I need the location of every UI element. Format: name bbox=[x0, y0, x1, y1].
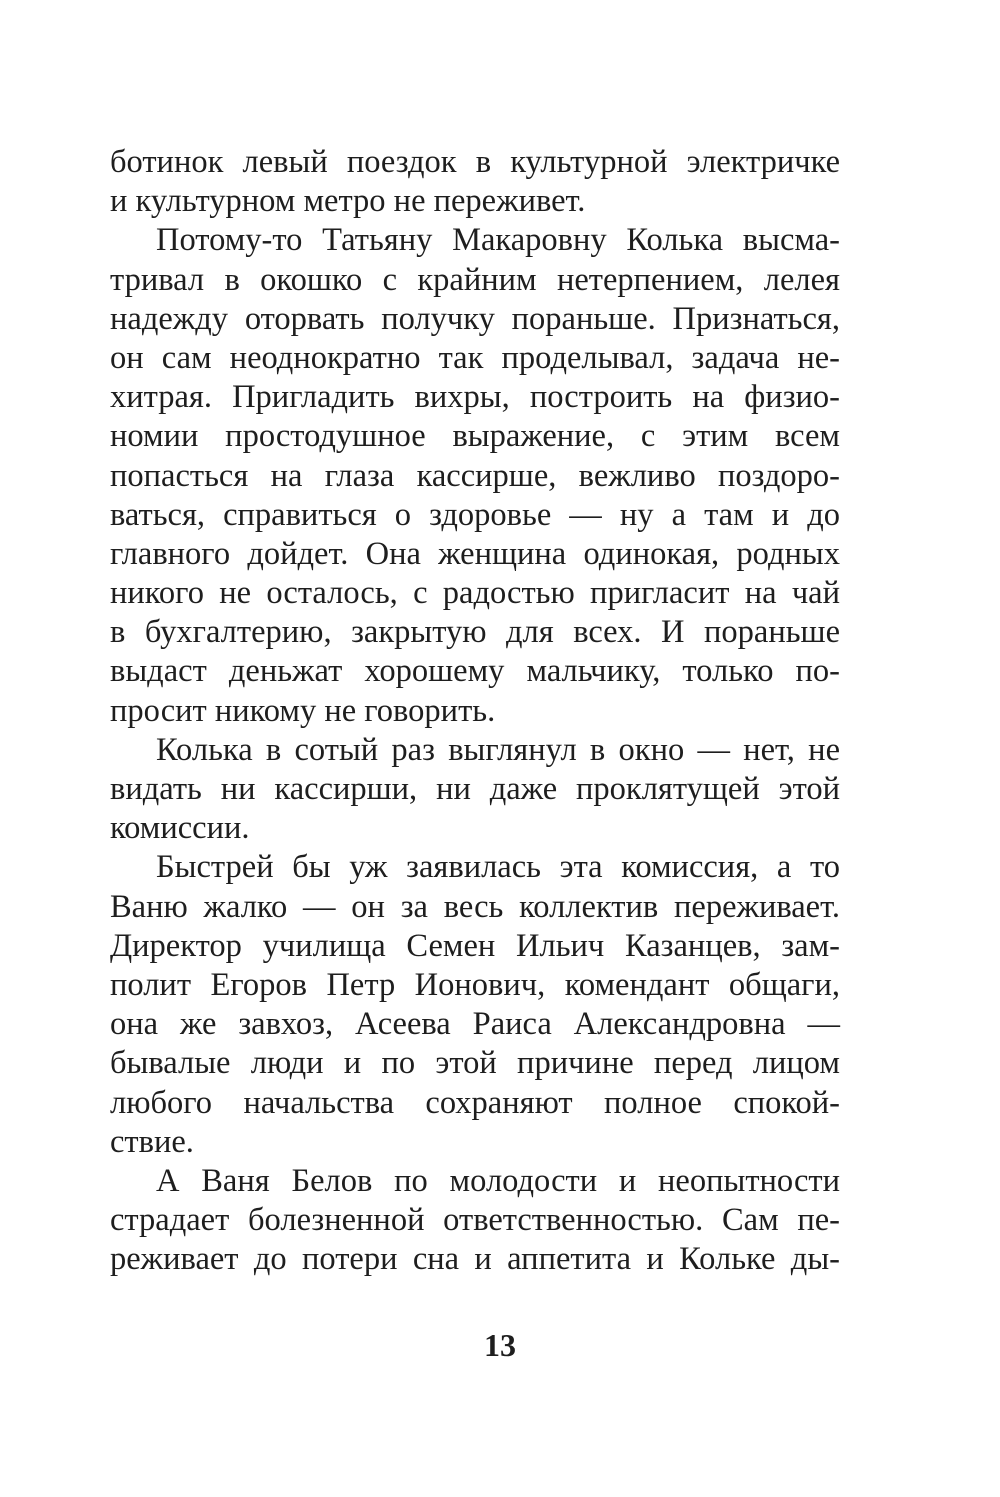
text-line: Быстрей бы уж заявилась эта комиссия, а то bbox=[156, 849, 840, 886]
text-line: комиссии. bbox=[110, 810, 250, 847]
text-line: надежду оторвать получку пораньше. Признаться, bbox=[110, 300, 840, 337]
text-line: Потому-то Татьяну Макаровну Колька высма- bbox=[156, 222, 840, 259]
text-line: номии простодушное выражение, с этим всем bbox=[110, 418, 840, 455]
text-line: и культурном метро не переживет. bbox=[110, 183, 586, 220]
body-text bbox=[110, 143, 840, 1279]
text-line: никого не осталось, с радостью пригласит на чай bbox=[110, 575, 840, 612]
text-line: А Ваня Белов по молодости и неопытности bbox=[156, 1162, 840, 1199]
text-line: главного дойдет. Она женщина одинокая, родных bbox=[110, 535, 840, 572]
text-line: он сам неоднократно так проделывал, задача не- bbox=[110, 339, 840, 376]
text-line: Директор училища Семен Ильич Казанцев, зам- bbox=[110, 927, 840, 964]
text-line: реживает до потери сна и аппетита и Кольке ды- bbox=[110, 1241, 840, 1278]
text-line: выдаст деньжат хорошему мальчику, только по- bbox=[110, 653, 840, 690]
text-line: в бухгалтерию, закрытую для всех. И пораньше bbox=[110, 614, 840, 651]
text-line: Колька в сотый раз выглянул в окно — нет, не bbox=[156, 731, 840, 768]
text-line: любого начальства сохраняют полное спокой- bbox=[110, 1084, 840, 1121]
page-number: 13 bbox=[484, 1327, 516, 1363]
text-line: она же завхоз, Асеева Раиса Александровна — bbox=[110, 1006, 840, 1043]
text-line: страдает болезненной ответственностью. Сам пе- bbox=[110, 1202, 840, 1239]
text-line: видать ни кассирши, ни даже проклятущей этой bbox=[110, 771, 840, 807]
text-line: ботинок левый поездок в культурной электричке bbox=[110, 144, 840, 180]
text-line: полит Егоров Петр Ионович, комендант общаги, bbox=[110, 966, 840, 1003]
text-line: бывалые люди и по этой причине перед лицом bbox=[110, 1045, 840, 1082]
text-line: ствие. bbox=[110, 1123, 194, 1160]
text-line: попасться на глаза кассирше, вежливо поздоро- bbox=[110, 457, 840, 494]
text-line: хитрая. Пригладить вихры, построить на физио- bbox=[110, 379, 840, 416]
text-line: Ваню жалко — он за весь коллектив переживает. bbox=[110, 888, 840, 925]
text-line: просит никому не говорить. bbox=[110, 692, 496, 729]
text-line: тривал в окошко с крайним нетерпением, лелея bbox=[110, 261, 840, 298]
text-line: ваться, справиться о здоровье — ну а там и до bbox=[110, 496, 840, 533]
